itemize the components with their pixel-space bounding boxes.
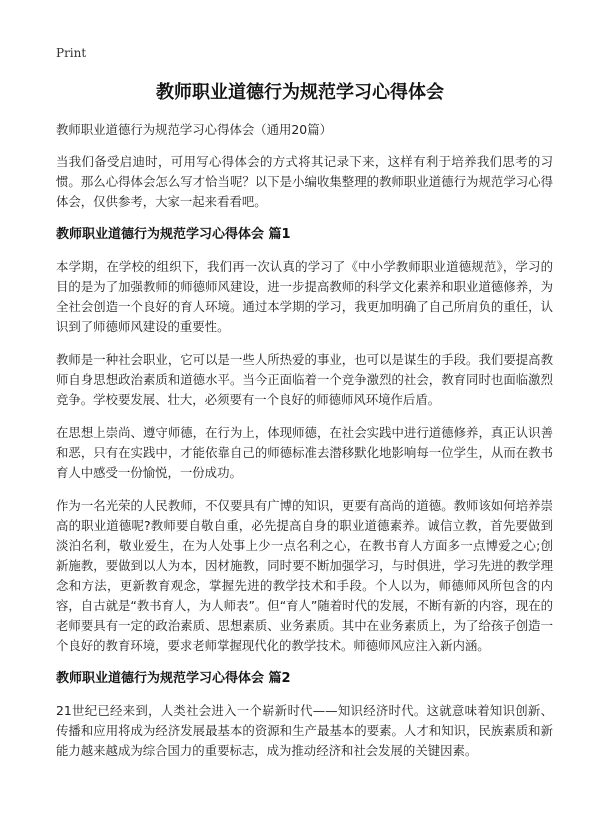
section-1-paragraph-4: 作为一名光荣的人民教师，不仅要具有广博的知识，更要有高尚的道德。教师该如何培养崇高的职业道德呢?教师要自敬自重，必先提高自身的职业道德素养。诚信立教，首先要做到淡泊名利，敬业爱生，在为人处事上少一点名利之心，在教书育人方面多一点博爱之心;创新施教，要做到以人为本，因材施教，同时要不断加强学习，与时俱进，学习先进的教学理念和方法，更新教育观念，掌握先进的教学技术和手段。个人以为，师德师风所包含的内容，自古就是“教书育人，为人师表”。但“育人”随着时代的发展，不断有新的内容，现在的老师要具有一定的政治素质、思想素质、业务素质。其中在业务素质上，为了给孩子创造一个良好的教育环境，要求老师掌握现代化的教学技术。师德师风应注入新内涵。 [56,498,553,653]
section-heading-1: 教师职业道德行为规范学习心得体会 篇1 [56,227,291,242]
section-1-paragraph-2: 教师是一种社会职业，它可以是一些人所热爱的事业，也可以是谋生的手段。我们要提高教师自身思想政治素质和道德水平。当今正面临着一个竞争激烈的社会，教育同时也面临激烈竞争。学校要发展、壮大，必须要有一个良好的师德师风环境作后盾。 [56,352,553,407]
section-heading-2: 教师职业道德行为规范学习心得体会 篇2 [56,671,291,686]
section-1-paragraph-3: 在思想上崇尚、遵守师德，在行为上，体现师德，在社会实践中进行道德修养，真正认识善和恶，只有在实践中，才能依靠自己的师德标准去潜移默化地影响每一位学生，从而在教书育人中感受一份愉悦，一份成功。 [56,425,553,480]
section-1-paragraph-1: 本学期，在学校的组织下，我们再一次认真的学习了《中小学教师职业道德规范》，学习的目的是为了加强教师的师德师风建设，进一步提高教师的科学文化素养和职业道德修养，为全社会创造一个良好的育人环境。通过本学期的学习，我更加明确了自己所肩负的重任，认识到了师德师风建设的重要性。 [56,259,553,334]
section-2-paragraph-1: 21世纪已经来到，人类社会进入一个崭新时代——知识经济时代。这就意味着知识创新、传播和应用将成为经济发展最基本的资源和生产最基本的要素。人才和知识，民族素质和新能力越来越成为综合国力的重要标志，成为推动经济和社会发展的关键因素。 [56,703,553,758]
intro-paragraph: 当我们备受启迪时，可用写心得体会的方式将其记录下来，这样有利于培养我们思考的习惯。那么心得体会怎么写才恰当呢？以下是小编收集整理的教师职业道德行为规范学习心得体会，仅供参考，大家一起来看看吧。 [56,154,553,209]
page-title: 教师职业道德行为规范学习心得体会 [156,82,444,103]
print-link[interactable]: Print [56,46,87,60]
article-body [56,120,553,774]
article-subtitle: 教师职业道德行为规范学习心得体会（通用20篇） [56,122,332,137]
